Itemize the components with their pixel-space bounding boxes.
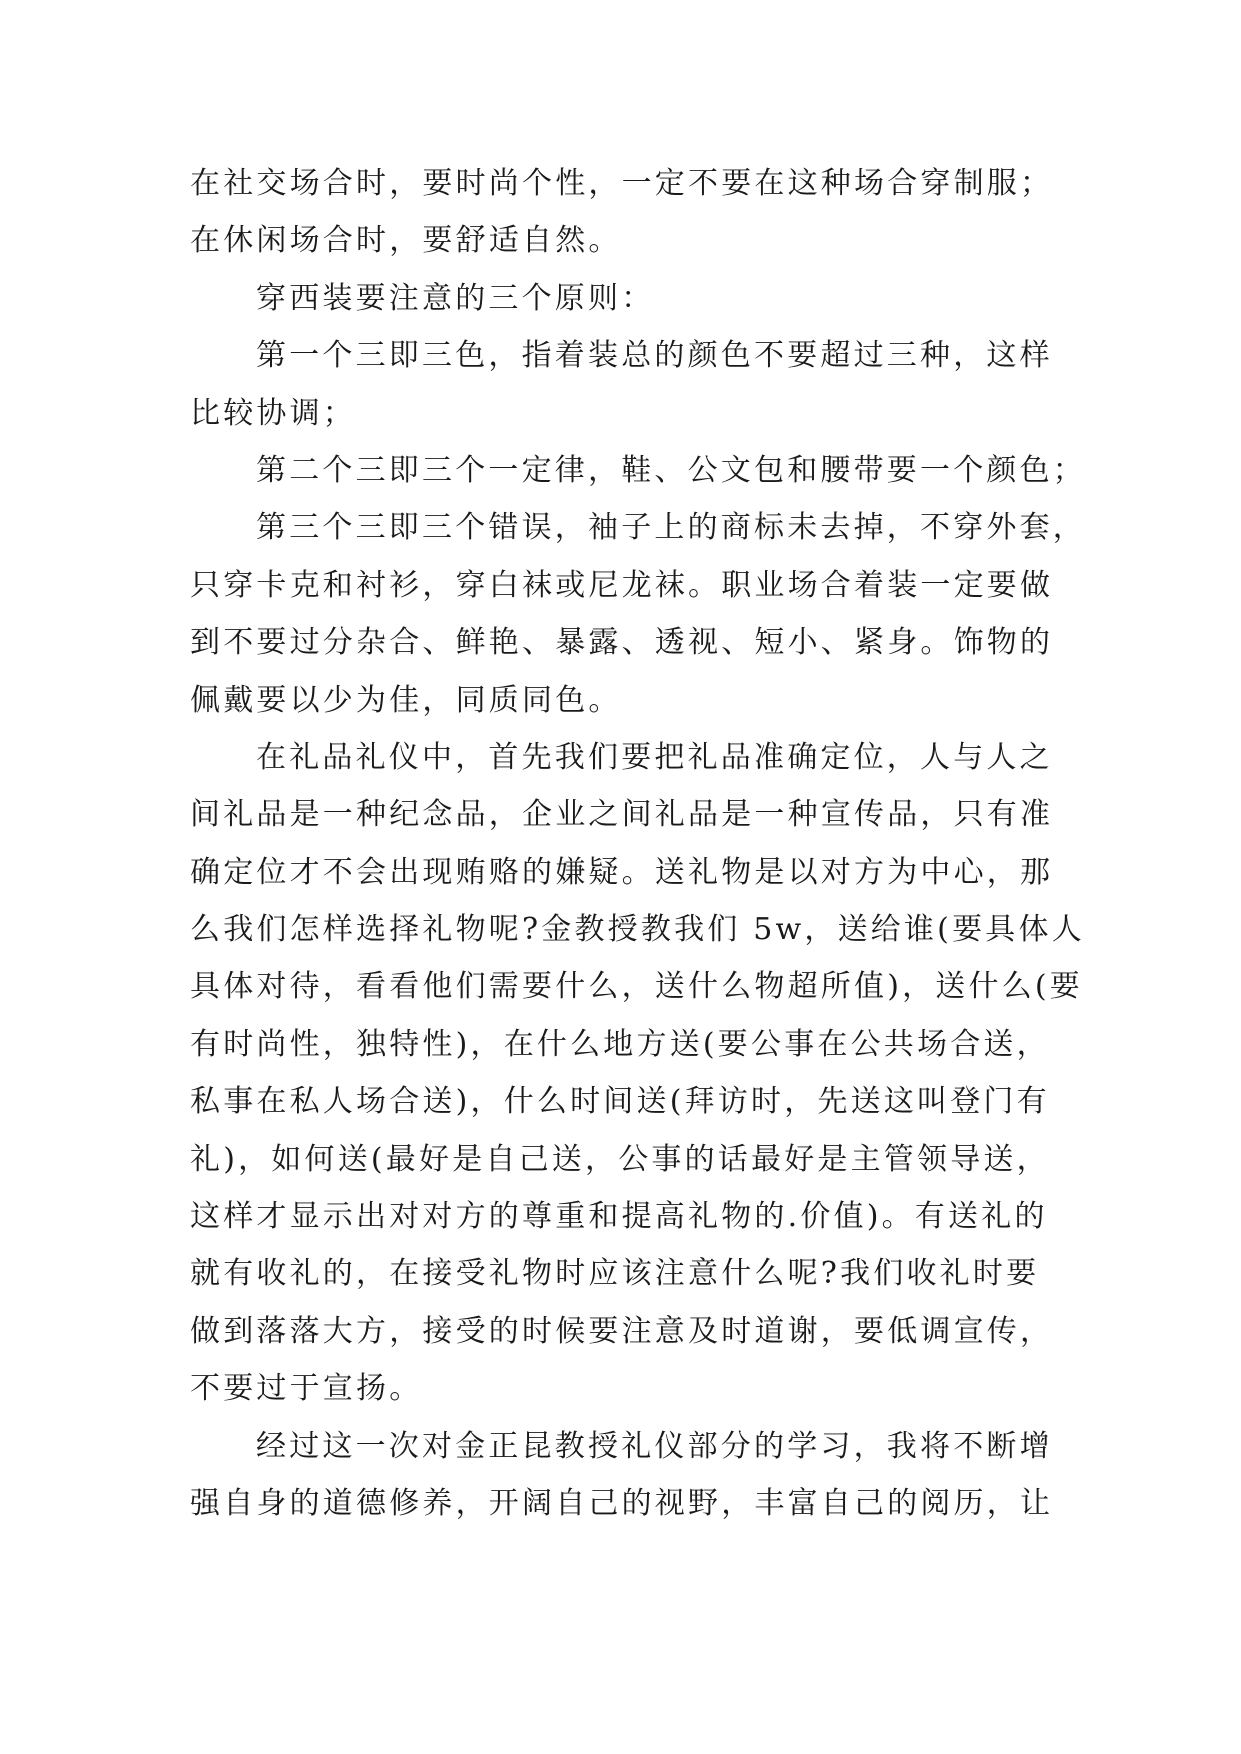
text-line: 强自身的道德修养，开阔自己的视野，丰富自己的阅历，让 [190,1485,1054,1521]
text-line: 佩戴要以少为佳，同质同色。 [190,682,622,718]
text-line: 在社交场合时，要时尚个性，一定不要在这种场合穿制服； [190,166,1054,201]
text-line: 第二个三即三个一定律，鞋、公文包和腰带要一个颜色； [256,452,1086,488]
text-line: 第一个三即三色，指着装总的颜色不要超过三种，这样 [256,338,1053,374]
text-line: 到不要过分杂合、鲜艳、暴露、透视、短小、紧身。饰物的 [190,625,1054,661]
text-line: 具体对待，看看他们需要什么，送什么物超所值)，送什么(要 [190,969,1084,1005]
text-line: 这样才显示出对对方的尊重和提高礼物的.价值)。有送礼的 [190,1199,1048,1235]
text-line: 做到落落大方，接受的时候要注意及时道谢，要低调宣传， [190,1313,1054,1349]
document-body [190,155,1086,1532]
text-line: 私事在私人场合送)，什么时间送(拜访时，先送这叫登门有 [190,1084,1050,1120]
text-line: 经过这一次对金正昆教授礼仪部分的学习，我将不断增 [256,1428,1053,1464]
text-line: 比较协调； [190,395,356,431]
text-line: 穿西装要注意的三个原则： [256,280,655,316]
text-line: 只穿卡克和衬衫，穿白袜或尼龙袜。职业场合着装一定要做 [190,567,1054,603]
text-line: 礼)，如何送(最好是自己送，公事的话最好是主管领导送， [190,1141,1050,1177]
text-line: 么我们怎样选择礼物呢?金教授教我们 5w，送给谁(要具体人 [190,912,1085,948]
text-line: 间礼品是一种纪念品，企业之间礼品是一种宣传品，只有准 [190,797,1054,833]
text-line: 不要过于宣扬。 [190,1371,423,1407]
text-line: 第三个三即三个错误，袖子上的商标未去掉，不穿外套， [256,510,1086,546]
text-line: 在休闲场合时，要舒适自然。 [190,223,622,259]
text-line: 有时尚性，独特性)，在什么地方送(要公事在公共场合送， [190,1026,1050,1062]
text-line: 在礼品礼仪中，首先我们要把礼品准确定位，人与人之 [256,739,1053,775]
text-line: 确定位才不会出现贿赂的嫌疑。送礼物是以对方为中心，那 [190,854,1054,890]
text-line: 就有收礼的，在接受礼物时应该注意什么呢?我们收礼时要 [190,1256,1040,1292]
